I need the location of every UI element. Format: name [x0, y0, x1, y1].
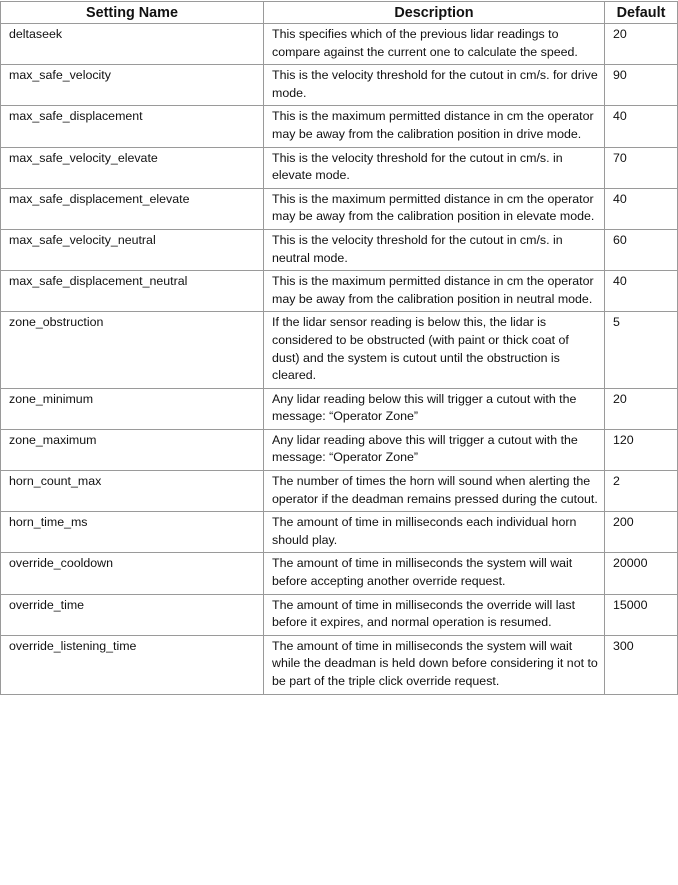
setting-name-cell: max_safe_displacement_neutral — [1, 271, 264, 312]
description-cell: The amount of time in milliseconds the system will wait while the deadman is held down before considering it not to be part of the triple click override request. — [264, 635, 605, 694]
settings-table — [0, 1, 678, 695]
setting-name-cell: override_listening_time — [1, 635, 264, 694]
default-cell: 20 — [605, 388, 678, 429]
description-cell: This specifies which of the previous lidar readings to compare against the current one to calculate the speed. — [264, 24, 605, 65]
table-row — [1, 429, 678, 470]
table-row — [1, 271, 678, 312]
description-cell: This is the maximum permitted distance in cm the operator may be away from the calibration position in elevate mode. — [264, 188, 605, 229]
default-cell: 20000 — [605, 553, 678, 594]
table-row — [1, 65, 678, 106]
table-row — [1, 512, 678, 553]
table-row — [1, 229, 678, 270]
table-row — [1, 188, 678, 229]
table-row — [1, 312, 678, 388]
description-cell: This is the velocity threshold for the cutout in cm/s. in elevate mode. — [264, 147, 605, 188]
setting-name-cell: deltaseek — [1, 24, 264, 65]
setting-name-cell: max_safe_displacement — [1, 106, 264, 147]
description-cell: The number of times the horn will sound when alerting the operator if the deadman remains pressed during the cutout. — [264, 471, 605, 512]
default-cell: 300 — [605, 635, 678, 694]
table-row — [1, 471, 678, 512]
setting-name-cell: max_safe_displacement_elevate — [1, 188, 264, 229]
header-default: Default — [605, 2, 678, 24]
default-cell: 2 — [605, 471, 678, 512]
default-cell: 15000 — [605, 594, 678, 635]
table-row — [1, 24, 678, 65]
setting-name-cell: horn_count_max — [1, 471, 264, 512]
description-cell: The amount of time in milliseconds the system will wait before accepting another override request. — [264, 553, 605, 594]
description-cell: The amount of time in milliseconds the override will last before it expires, and normal operation is resumed. — [264, 594, 605, 635]
default-cell: 40 — [605, 271, 678, 312]
description-cell: This is the maximum permitted distance in cm the operator may be away from the calibration position in drive mode. — [264, 106, 605, 147]
default-cell: 90 — [605, 65, 678, 106]
setting-name-cell: max_safe_velocity_elevate — [1, 147, 264, 188]
setting-name-cell: horn_time_ms — [1, 512, 264, 553]
setting-name-cell: override_time — [1, 594, 264, 635]
default-cell: 200 — [605, 512, 678, 553]
description-cell: This is the velocity threshold for the cutout in cm/s. in neutral mode. — [264, 229, 605, 270]
description-cell: Any lidar reading above this will trigger a cutout with the message: “Operator Zone” — [264, 429, 605, 470]
header-description: Description — [264, 2, 605, 24]
header-setting-name: Setting Name — [1, 2, 264, 24]
table-row — [1, 106, 678, 147]
table-row — [1, 147, 678, 188]
default-cell: 40 — [605, 188, 678, 229]
setting-name-cell: max_safe_velocity — [1, 65, 264, 106]
default-cell: 5 — [605, 312, 678, 388]
default-cell: 20 — [605, 24, 678, 65]
setting-name-cell: zone_minimum — [1, 388, 264, 429]
table-row — [1, 388, 678, 429]
table-row — [1, 594, 678, 635]
setting-name-cell: zone_maximum — [1, 429, 264, 470]
description-cell: This is the velocity threshold for the cutout in cm/s. for drive mode. — [264, 65, 605, 106]
description-cell: If the lidar sensor reading is below this, the lidar is considered to be obstructed (with paint or thick coat of dust) and the system is cutout until the obstruction is cleared. — [264, 312, 605, 388]
description-cell: The amount of time in milliseconds each individual horn should play. — [264, 512, 605, 553]
description-cell: This is the maximum permitted distance in cm the operator may be away from the calibration position in neutral mode. — [264, 271, 605, 312]
setting-name-cell: override_cooldown — [1, 553, 264, 594]
setting-name-cell: max_safe_velocity_neutral — [1, 229, 264, 270]
table-row — [1, 635, 678, 694]
setting-name-cell: zone_obstruction — [1, 312, 264, 388]
default-cell: 60 — [605, 229, 678, 270]
default-cell: 40 — [605, 106, 678, 147]
header-row — [1, 2, 678, 24]
default-cell: 120 — [605, 429, 678, 470]
table-row — [1, 553, 678, 594]
default-cell: 70 — [605, 147, 678, 188]
description-cell: Any lidar reading below this will trigger a cutout with the message: “Operator Zone” — [264, 388, 605, 429]
